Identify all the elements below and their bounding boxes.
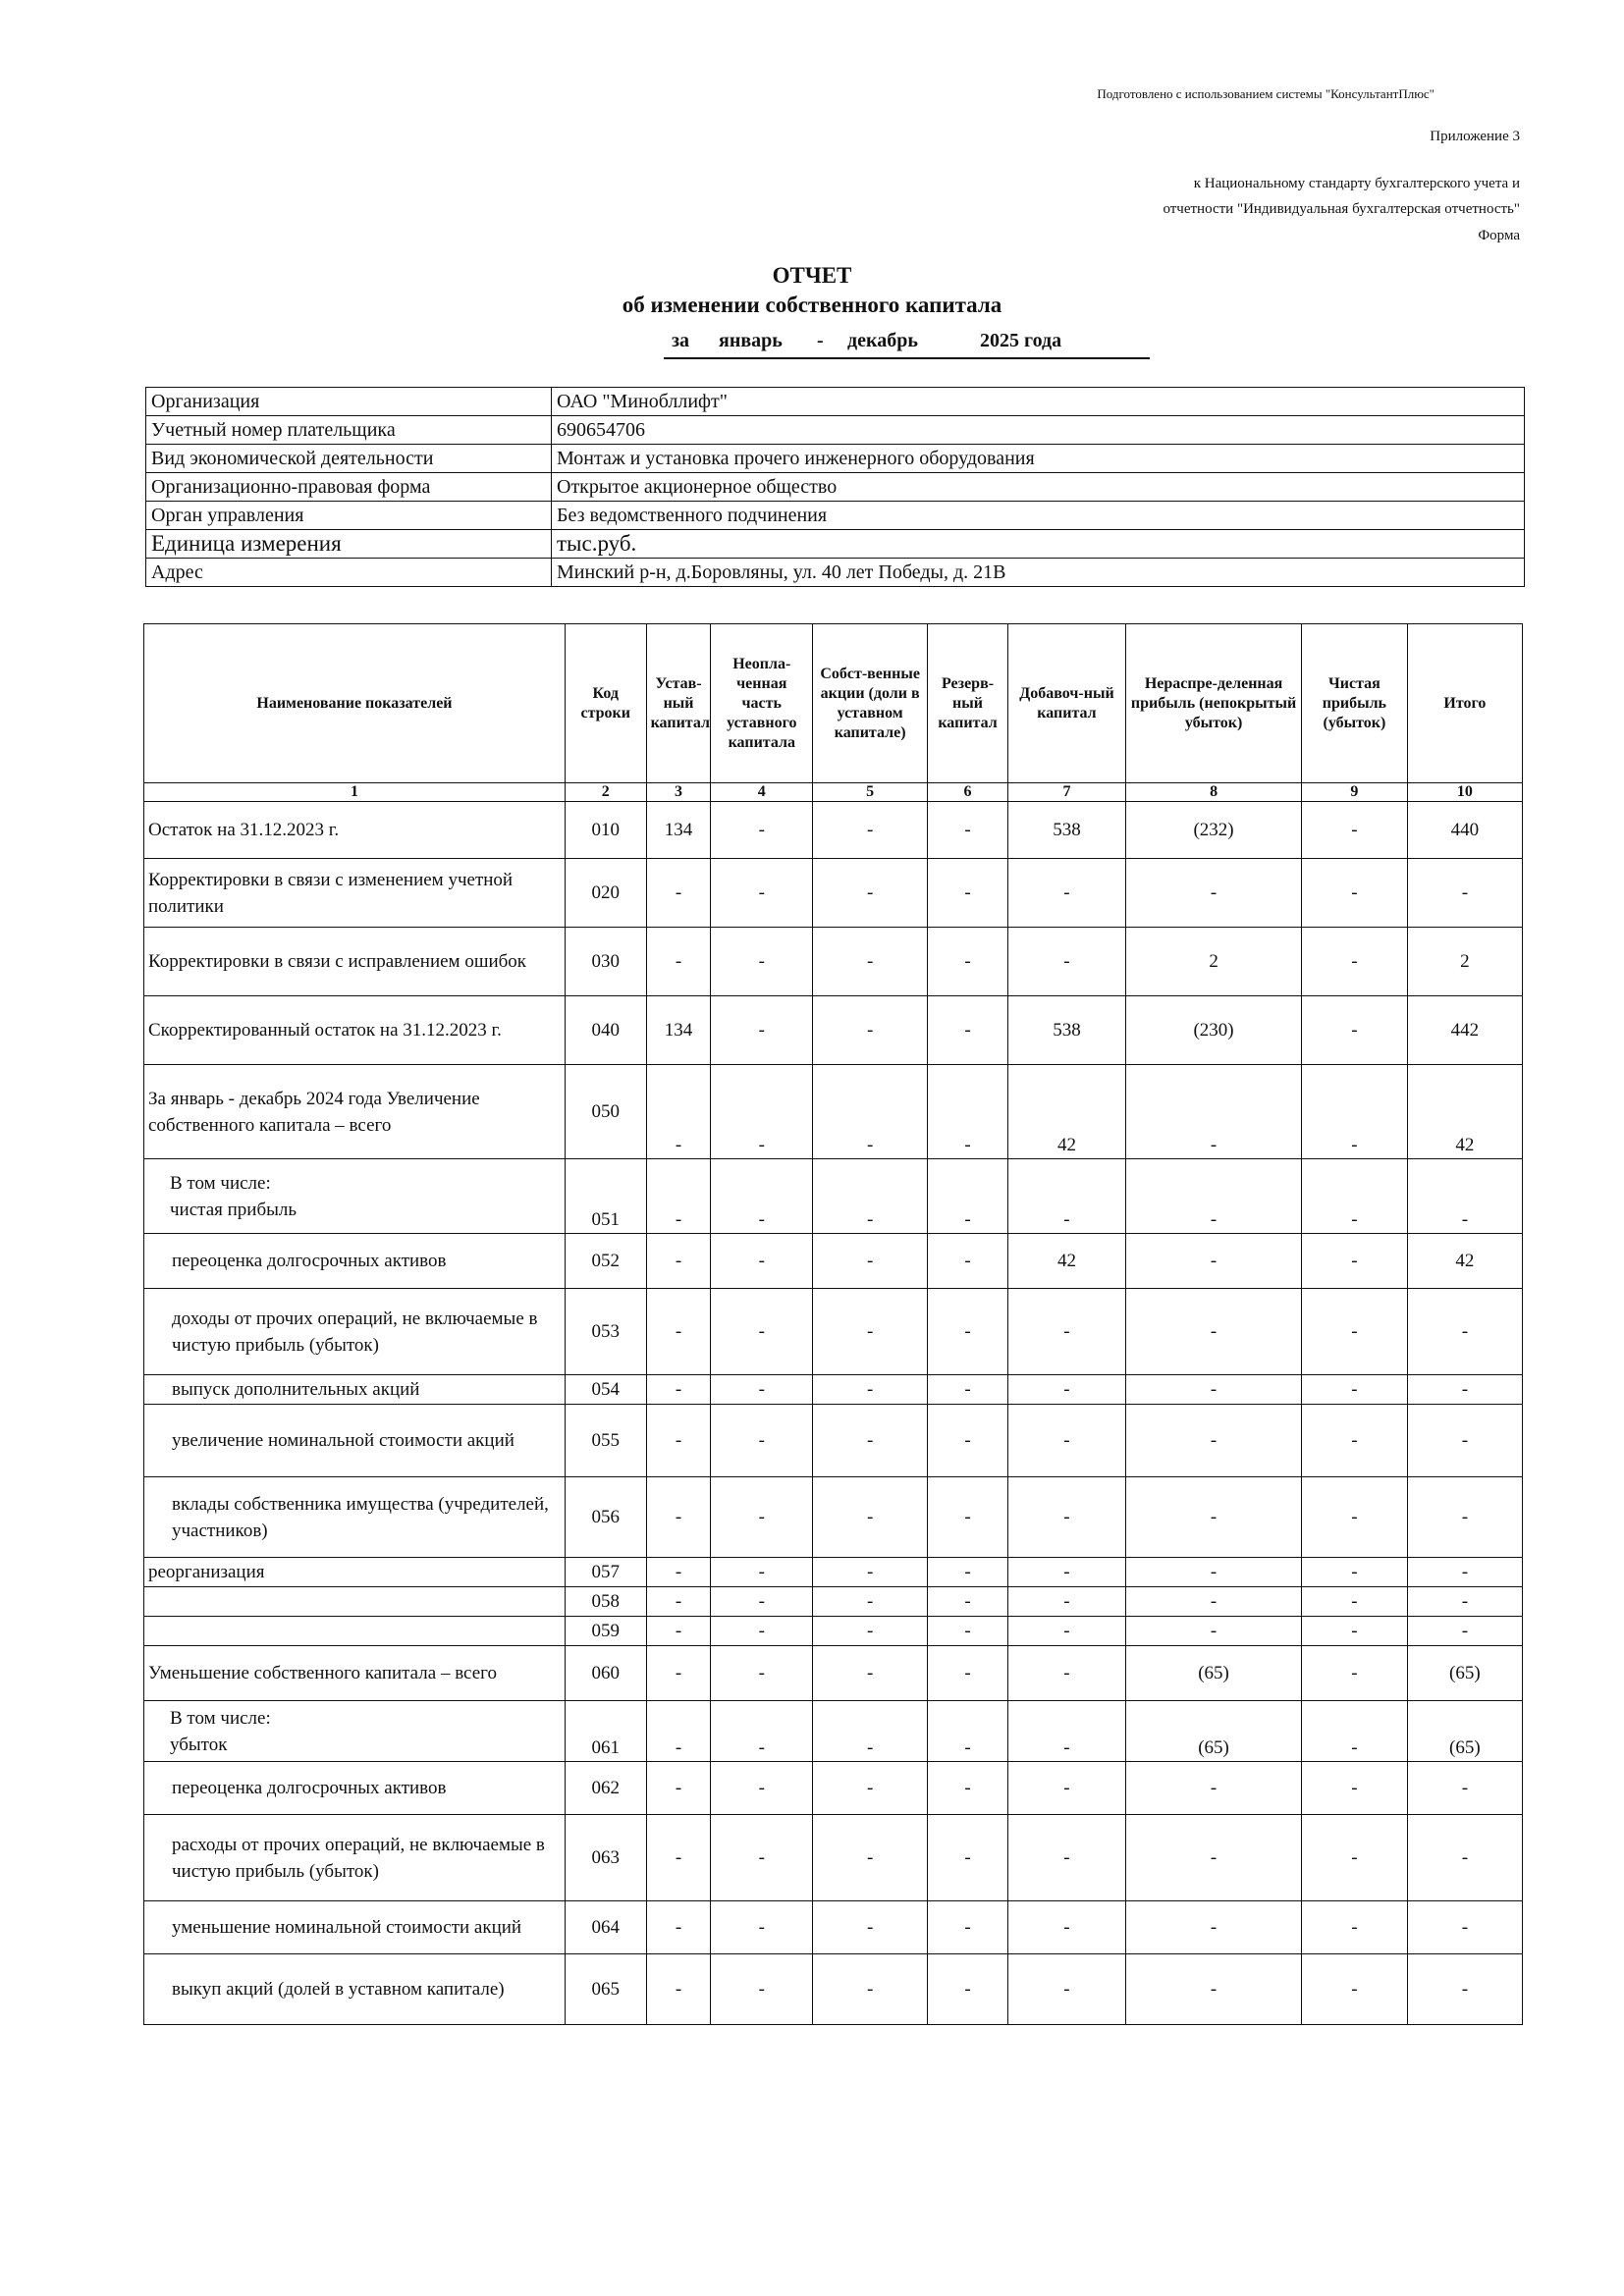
column-number-row [144, 783, 1523, 802]
cell-value: - [1302, 928, 1408, 996]
table-row [144, 1234, 1523, 1289]
cell-value: - [646, 1701, 711, 1762]
cell-value: 42 [1007, 1234, 1125, 1289]
cell-value: - [813, 859, 928, 928]
cell-value: - [1126, 1375, 1302, 1405]
row-code: 020 [565, 859, 646, 928]
cell-value: - [711, 1375, 813, 1405]
indicator-name: За январь - декабрь 2024 года Увеличение собственного капитала – всего [144, 1065, 566, 1159]
table-row [144, 1477, 1523, 1558]
cell-value: - [1302, 1405, 1408, 1477]
cell-value: - [813, 928, 928, 996]
column-number: 4 [711, 783, 813, 802]
cell-value: - [813, 1954, 928, 2025]
table-row [144, 1701, 1523, 1762]
cell-value: - [813, 1815, 928, 1901]
indicator-name: доходы от прочих операций, не включаемые в чистую прибыль (убыток) [144, 1289, 566, 1375]
cell-value: - [1407, 1159, 1522, 1234]
cell-value: - [813, 1289, 928, 1375]
indicator-name: Корректировки в связи с изменением учетной политики [144, 859, 566, 928]
column-number: 9 [1302, 783, 1408, 802]
cell-value: 42 [1007, 1065, 1125, 1159]
row-code: 050 [565, 1065, 646, 1159]
cell-value: - [928, 1477, 1008, 1558]
cell-value: - [1302, 1065, 1408, 1159]
cell-value: - [1007, 1289, 1125, 1375]
row-code: 065 [565, 1954, 646, 2025]
report-title [0, 261, 1624, 320]
org-info-label: Единица измерения [146, 530, 552, 559]
table-row [144, 1065, 1523, 1159]
cell-value: 134 [646, 802, 711, 859]
cell-value: - [1302, 1617, 1408, 1646]
cell-value: - [1126, 1289, 1302, 1375]
cell-value: - [1407, 1477, 1522, 1558]
org-info-row [146, 559, 1525, 587]
cell-value: - [1407, 859, 1522, 928]
cell-value: - [1302, 1558, 1408, 1587]
table-row [144, 1617, 1523, 1646]
row-code: 063 [565, 1815, 646, 1901]
cell-value: - [1407, 1289, 1522, 1375]
cell-value: - [646, 1587, 711, 1617]
row-code: 059 [565, 1617, 646, 1646]
cell-value: - [1126, 1954, 1302, 2025]
form-label: Форма [1478, 228, 1520, 243]
row-code: 010 [565, 802, 646, 859]
cell-value: - [813, 1558, 928, 1587]
cell-value: - [928, 1815, 1008, 1901]
top-note: Подготовлено с использованием системы "КонсультантПлюс" [1097, 86, 1435, 101]
indicator-name: увеличение номинальной стоимости акций [144, 1405, 566, 1477]
cell-value: (65) [1126, 1646, 1302, 1701]
cell-value: - [646, 1646, 711, 1701]
cell-value: - [646, 1405, 711, 1477]
org-info-value: Монтаж и установка прочего инженерного оборудования [552, 445, 1525, 473]
row-code: 051 [565, 1159, 646, 1234]
cell-value: - [813, 1159, 928, 1234]
cell-value: 538 [1007, 996, 1125, 1065]
org-info-value: Минский р-н, д.Боровляны, ул. 40 лет Победы, д. 21В [552, 559, 1525, 587]
indicator-name: Остаток на 31.12.2023 г. [144, 802, 566, 859]
table-row [144, 1954, 1523, 2025]
cell-value: - [1302, 1954, 1408, 2025]
cell-value: (232) [1126, 802, 1302, 859]
cell-value: - [928, 1405, 1008, 1477]
row-code: 052 [565, 1234, 646, 1289]
org-info-value: ОАО "Минобллифт" [552, 388, 1525, 416]
org-info-row [146, 445, 1525, 473]
column-number: 8 [1126, 783, 1302, 802]
cell-value: 442 [1407, 996, 1522, 1065]
cell-value: - [1302, 1159, 1408, 1234]
cell-value: - [1007, 1901, 1125, 1954]
cell-value: - [711, 1701, 813, 1762]
row-code: 057 [565, 1558, 646, 1587]
cell-value: (65) [1407, 1646, 1522, 1701]
cell-value: - [813, 1762, 928, 1815]
cell-value: - [1302, 859, 1408, 928]
org-info-value: Без ведомственного подчинения [552, 502, 1525, 530]
cell-value: - [711, 1901, 813, 1954]
cell-value: - [928, 1558, 1008, 1587]
cell-value: (230) [1126, 996, 1302, 1065]
org-info-table [145, 387, 1525, 587]
cell-value: - [1407, 1815, 1522, 1901]
report-period [664, 326, 1150, 359]
period-to: декабрь [847, 330, 918, 351]
table-row [144, 1159, 1523, 1234]
cell-value: - [646, 1477, 711, 1558]
org-info-row [146, 530, 1525, 559]
cell-value: - [928, 1065, 1008, 1159]
column-number: 1 [144, 783, 566, 802]
row-code: 040 [565, 996, 646, 1065]
cell-value: - [1407, 1587, 1522, 1617]
org-info-row [146, 502, 1525, 530]
cell-value: - [646, 1375, 711, 1405]
cell-value: - [813, 1405, 928, 1477]
cell-value: 2 [1407, 928, 1522, 996]
cell-value: - [646, 1289, 711, 1375]
cell-value: - [813, 1587, 928, 1617]
cell-value: - [928, 802, 1008, 859]
cell-value: - [1302, 1234, 1408, 1289]
cell-value: - [1407, 1954, 1522, 2025]
cell-value: - [711, 1815, 813, 1901]
col-header-code: Код строки [565, 624, 646, 783]
org-info-value: тыс.руб. [552, 530, 1525, 559]
cell-value: - [646, 928, 711, 996]
col-header-unpaid-capital: Неопла-ченная часть уставного капитала [711, 624, 813, 783]
table-row [144, 1405, 1523, 1477]
cell-value: - [1302, 1762, 1408, 1815]
cell-value: - [1302, 996, 1408, 1065]
col-header-total: Итого [1407, 624, 1522, 783]
cell-value: - [711, 1159, 813, 1234]
row-code: 058 [565, 1587, 646, 1617]
col-header-retained-earnings: Нераспре-деленная прибыль (непокрытый убыток) [1126, 624, 1302, 783]
row-code: 054 [565, 1375, 646, 1405]
cell-value: - [1007, 1701, 1125, 1762]
cell-value: - [1007, 1405, 1125, 1477]
cell-value: - [1126, 1617, 1302, 1646]
cell-value: - [646, 1901, 711, 1954]
cell-value: - [813, 1901, 928, 1954]
col-header-additional-capital: Добавоч-ный капитал [1007, 624, 1125, 783]
table-row [144, 1558, 1523, 1587]
table-row [144, 1646, 1523, 1701]
cell-value: - [1007, 1587, 1125, 1617]
indicator-name: уменьшение номинальной стоимости акций [144, 1901, 566, 1954]
org-info-label: Организация [146, 388, 552, 416]
org-info-row [146, 416, 1525, 445]
column-number: 5 [813, 783, 928, 802]
cell-value: - [646, 1558, 711, 1587]
cell-value: - [928, 1234, 1008, 1289]
row-code: 064 [565, 1901, 646, 1954]
cell-value: - [1302, 1646, 1408, 1701]
appendix-number: Приложение 3 [1430, 129, 1520, 144]
cell-value: - [928, 928, 1008, 996]
column-number: 3 [646, 783, 711, 802]
period-prefix: за [672, 330, 690, 351]
cell-value: - [711, 1234, 813, 1289]
cell-value: - [1302, 1289, 1408, 1375]
row-code: 055 [565, 1405, 646, 1477]
cell-value: - [1126, 1815, 1302, 1901]
cell-value: 134 [646, 996, 711, 1065]
indicator-name: Уменьшение собственного капитала – всего [144, 1646, 566, 1701]
column-number: 6 [928, 783, 1008, 802]
col-header-net-profit: Чистая прибыль (убыток) [1302, 624, 1408, 783]
cell-value: - [711, 1405, 813, 1477]
period-from: январь [719, 330, 783, 351]
indicator-name: выкуп акций (долей в уставном капитале) [144, 1954, 566, 2025]
cell-value: - [1126, 1762, 1302, 1815]
col-header-reserve-capital: Резерв-ный капитал [928, 624, 1008, 783]
row-code: 056 [565, 1477, 646, 1558]
cell-value: - [928, 1701, 1008, 1762]
indicator-name: переоценка долгосрочных активов [144, 1234, 566, 1289]
cell-value: - [646, 1065, 711, 1159]
cell-value: - [1302, 1477, 1408, 1558]
cell-value: - [1126, 1065, 1302, 1159]
table-row [144, 1375, 1523, 1405]
cell-value: - [1407, 1762, 1522, 1815]
table-row [144, 996, 1523, 1065]
row-code: 053 [565, 1289, 646, 1375]
col-header-own-shares: Собст-венные акции (доли в уставном капитале) [813, 624, 928, 783]
col-header-charter-capital: Устав-ный капитал [646, 624, 711, 783]
cell-value: - [813, 1375, 928, 1405]
cell-value: - [646, 1159, 711, 1234]
cell-value: - [1007, 1617, 1125, 1646]
cell-value: - [1007, 1954, 1125, 2025]
org-info-label: Орган управления [146, 502, 552, 530]
cell-value: - [928, 1762, 1008, 1815]
org-info-value: Открытое акционерное общество [552, 473, 1525, 502]
cell-value: - [646, 1234, 711, 1289]
cell-value: - [1007, 1815, 1125, 1901]
cell-value: - [928, 1954, 1008, 2025]
cell-value: - [711, 1065, 813, 1159]
cell-value: - [1126, 1477, 1302, 1558]
table-row [144, 1289, 1523, 1375]
cell-value: - [813, 1477, 928, 1558]
appendix-block [1163, 124, 1520, 222]
cell-value: (65) [1126, 1701, 1302, 1762]
cell-value: - [646, 1954, 711, 2025]
cell-value: - [928, 1901, 1008, 1954]
indicator-name: Корректировки в связи с исправлением ошибок [144, 928, 566, 996]
cell-value: - [1302, 1815, 1408, 1901]
cell-value: - [928, 1375, 1008, 1405]
cell-value: - [711, 928, 813, 996]
table-row [144, 1815, 1523, 1901]
cell-value: - [813, 1617, 928, 1646]
indicator-name: вклады собственника имущества (учредителей, участников) [144, 1477, 566, 1558]
cell-value: - [928, 1587, 1008, 1617]
cell-value: - [1007, 1762, 1125, 1815]
cell-value: - [1302, 802, 1408, 859]
org-info-label: Учетный номер плательщика [146, 416, 552, 445]
cell-value: - [1302, 1375, 1408, 1405]
cell-value: - [813, 996, 928, 1065]
cell-value: - [1007, 1375, 1125, 1405]
cell-value: - [1007, 1558, 1125, 1587]
cell-value: - [928, 1617, 1008, 1646]
cell-value: 440 [1407, 802, 1522, 859]
cell-value: - [1302, 1587, 1408, 1617]
cell-value: - [1007, 1477, 1125, 1558]
cell-value: - [646, 1762, 711, 1815]
equity-changes-table [143, 623, 1523, 2025]
cell-value: - [928, 1289, 1008, 1375]
period-dash: - [817, 330, 824, 351]
column-number: 7 [1007, 783, 1125, 802]
cell-value: - [1407, 1617, 1522, 1646]
indicator-name: выпуск дополнительных акций [144, 1375, 566, 1405]
indicator-name: реорганизация [144, 1558, 566, 1587]
cell-value: - [646, 1617, 711, 1646]
table-row [144, 859, 1523, 928]
cell-value: - [711, 1558, 813, 1587]
col-header-name: Наименование показателей [144, 624, 566, 783]
row-code: 061 [565, 1701, 646, 1762]
row-code: 060 [565, 1646, 646, 1701]
row-code: 030 [565, 928, 646, 996]
org-info-label: Адрес [146, 559, 552, 587]
cell-value: - [813, 1234, 928, 1289]
cell-value: - [711, 996, 813, 1065]
indicator-name: переоценка долгосрочных активов [144, 1762, 566, 1815]
cell-value: - [813, 1646, 928, 1701]
cell-value: 42 [1407, 1065, 1522, 1159]
cell-value: - [1126, 1587, 1302, 1617]
cell-value: - [711, 859, 813, 928]
cell-value: - [711, 1617, 813, 1646]
cell-value: - [711, 1477, 813, 1558]
cell-value: - [1407, 1901, 1522, 1954]
cell-value: - [1302, 1901, 1408, 1954]
cell-value: 2 [1126, 928, 1302, 996]
indicator-name [144, 1617, 566, 1646]
org-info-row [146, 388, 1525, 416]
org-info-label: Организационно-правовая форма [146, 473, 552, 502]
table-row [144, 1901, 1523, 1954]
indicator-name: расходы от прочих операций, не включаемые в чистую прибыль (убыток) [144, 1815, 566, 1901]
indicator-name: В том числе: убыток [144, 1701, 566, 1762]
cell-value: - [711, 1762, 813, 1815]
cell-value: - [646, 1815, 711, 1901]
indicator-name [144, 1587, 566, 1617]
cell-value: 538 [1007, 802, 1125, 859]
cell-value: - [1007, 1646, 1125, 1701]
cell-value: - [813, 1065, 928, 1159]
table-row [144, 1587, 1523, 1617]
cell-value: - [1126, 1901, 1302, 1954]
report-title-line2: об изменении собственного капитала [622, 293, 1002, 317]
cell-value: - [1407, 1405, 1522, 1477]
cell-value: - [928, 996, 1008, 1065]
appendix-standard-line2: отчетности "Индивидуальная бухгалтерская отчетность" [1163, 201, 1520, 217]
indicator-name: В том числе: чистая прибыль [144, 1159, 566, 1234]
cell-value: - [1407, 1558, 1522, 1587]
cell-value: - [1302, 1701, 1408, 1762]
cell-value: - [711, 1646, 813, 1701]
cell-value: - [813, 1701, 928, 1762]
cell-value: - [711, 1954, 813, 2025]
org-info-row [146, 473, 1525, 502]
cell-value: - [1007, 928, 1125, 996]
cell-value: - [928, 1646, 1008, 1701]
table-row [144, 1762, 1523, 1815]
cell-value: - [1126, 1405, 1302, 1477]
cell-value: 42 [1407, 1234, 1522, 1289]
cell-value: - [928, 859, 1008, 928]
cell-value: - [1126, 859, 1302, 928]
cell-value: - [813, 802, 928, 859]
cell-value: - [711, 1587, 813, 1617]
cell-value: - [1007, 1159, 1125, 1234]
report-title-line1: ОТЧЕТ [772, 263, 852, 288]
table-row [144, 802, 1523, 859]
table-row [144, 928, 1523, 996]
cell-value: - [928, 1159, 1008, 1234]
cell-value: - [1126, 1159, 1302, 1234]
column-number: 2 [565, 783, 646, 802]
cell-value: - [711, 1289, 813, 1375]
cell-value: - [1126, 1234, 1302, 1289]
org-info-label: Вид экономической деятельности [146, 445, 552, 473]
cell-value: (65) [1407, 1701, 1522, 1762]
cell-value: - [711, 802, 813, 859]
appendix-standard-line1: к Национальному стандарту бухгалтерского учета и [1193, 176, 1520, 191]
cell-value: - [1407, 1375, 1522, 1405]
period-year: 2025 года [980, 330, 1062, 351]
column-number: 10 [1407, 783, 1522, 802]
row-code: 062 [565, 1762, 646, 1815]
indicator-name: Скорректированный остаток на 31.12.2023 г. [144, 996, 566, 1065]
cell-value: - [646, 859, 711, 928]
cell-value: - [1126, 1558, 1302, 1587]
cell-value: - [1007, 859, 1125, 928]
org-info-value: 690654706 [552, 416, 1525, 445]
